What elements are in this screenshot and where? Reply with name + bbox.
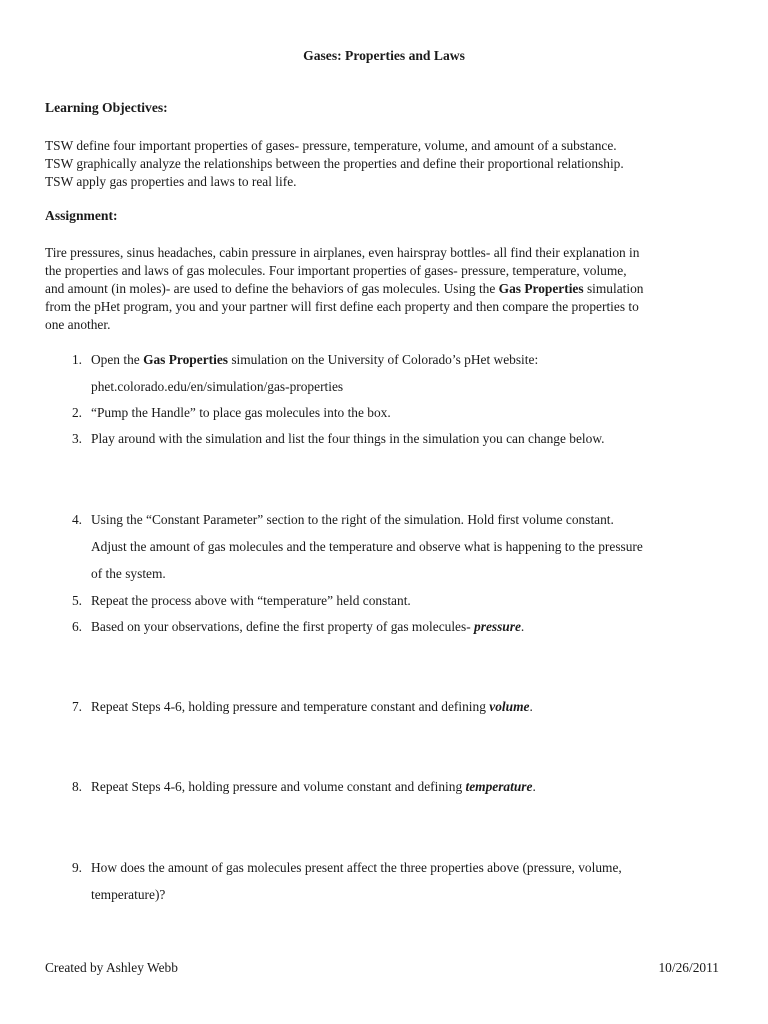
- assignment-line: from the pHet program, you and your partner will first define each property and then compare the properties to: [45, 299, 639, 314]
- objective-line: TSW graphically analyze the relationships between the properties and define their proportional relationship.: [45, 156, 624, 171]
- step-number: 1.: [71, 352, 82, 367]
- step-line: temperature)?: [91, 887, 166, 902]
- objectives-heading: Learning Objectives:: [45, 100, 168, 115]
- step-text-part: Repeat Steps 4-6, holding pressure and temperature constant and defining: [91, 699, 490, 714]
- volume-emphasis: volume: [489, 699, 530, 714]
- step-number: 7.: [71, 699, 82, 714]
- footer-date: 10/26/2011: [658, 960, 719, 975]
- step-text: [91, 613, 731, 640]
- objectives-list: [45, 137, 730, 191]
- step-text: Play around with the simulation and list the four things in the simulation you can change below.: [91, 431, 605, 446]
- step-text-part: .: [532, 779, 536, 794]
- step-number: 6.: [71, 619, 82, 634]
- step-text: [91, 854, 731, 908]
- step-line: How does the amount of gas molecules present affect the three properties above (pressure, volume,: [91, 860, 622, 875]
- footer-author: Created by Ashley Webb: [45, 960, 178, 975]
- step-text: [91, 346, 731, 400]
- step-line: Adjust the amount of gas molecules and the temperature and observe what is happening to the pressure: [91, 539, 643, 554]
- step-text: “Pump the Handle” to place gas molecules into the box.: [91, 405, 391, 420]
- step-text: [91, 693, 731, 720]
- step-number: 3.: [71, 431, 82, 446]
- step-number: 9.: [71, 860, 82, 875]
- step-text-part: Open the: [91, 352, 144, 367]
- assignment-text: and amount (in moles)- are used to define the behaviors of gas molecules. Using the: [45, 281, 499, 296]
- step-text-part: Repeat Steps 4-6, holding pressure and volume constant and defining: [91, 779, 466, 794]
- pressure-emphasis: pressure: [474, 619, 521, 634]
- step-line: Using the “Constant Parameter” section to the right of the simulation. Hold first volume constant.: [91, 512, 614, 527]
- step-text: [91, 773, 731, 800]
- temperature-emphasis: temperature: [465, 779, 533, 794]
- step-line: of the system.: [91, 566, 166, 581]
- step-number: 5.: [71, 593, 82, 608]
- page-title: Gases: Properties and Laws: [303, 48, 465, 63]
- step-text-part: .: [520, 619, 525, 634]
- simulation-url: phet.colorado.edu/en/simulation/gas-properties: [91, 379, 344, 394]
- step-text-part: Based on your observations, define the first property of gas molecules-: [91, 619, 475, 634]
- assignment-line: the properties and laws of gas molecules. Four important properties of gases- pressure, temperature, volume,: [45, 263, 627, 278]
- assignment-line: [45, 280, 730, 298]
- assignment-line: Tire pressures, sinus headaches, cabin pressure in airplanes, even hairspray bottles- all find their explanation in: [45, 245, 640, 260]
- gas-properties-emphasis: Gas Properties: [498, 281, 584, 296]
- objective-line: TSW define four important properties of gases- pressure, temperature, volume, and amount of a substance.: [45, 138, 617, 153]
- step-number: 4.: [71, 512, 82, 527]
- step-text: [91, 506, 731, 587]
- step-number: 2.: [71, 405, 82, 420]
- step-text: Repeat the process above with “temperature” held constant.: [91, 593, 411, 608]
- step-text-part: simulation on the University of Colorado’s pHet website:: [227, 352, 539, 367]
- assignment-line: one another.: [45, 317, 111, 332]
- assignment-text: simulation: [583, 281, 644, 296]
- step-text-part: .: [529, 699, 533, 714]
- objective-line: TSW apply gas properties and laws to real life.: [45, 174, 297, 189]
- assignment-heading: Assignment:: [45, 208, 118, 223]
- step-number: 8.: [71, 779, 82, 794]
- gas-properties-emphasis: Gas Properties: [143, 352, 228, 367]
- assignment-paragraph: [45, 244, 730, 334]
